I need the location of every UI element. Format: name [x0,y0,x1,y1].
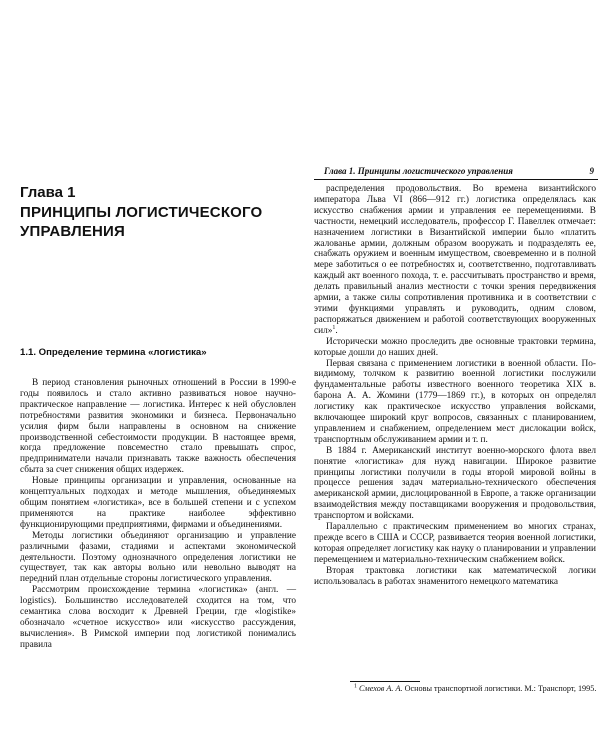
paragraph-text: распределения продовольствия. Во времена византийского императора Льва VI (866—912 гг.) логистика определялась как искусство снабжения армии и управления ее перемещениями. В частности, немецкий исследователь, профессор Г. Павеллек отмечает: назначением логистики в Византийской империи было «платить жалованье армии, должным образом вооружать и подразделять ее, снабжать оружием и военным имуществом, своевременно и в полной мере заботиться о ее потребностях и, соответственно, подготавливать каждый акт военного похода, т. е. рассчитывать пространство и время, делать правильный анализ местности с точки зрения передвижения армии, а также силы сопротивления противника и в соответствии с этими функциями управлять и руководить, одним словом, распоряжаться движением и работой соответствующих вооруженных сил» [314,184,596,336]
footnote-reference: 1 [332,324,336,331]
paragraph: Вторая трактовка логистики как математической логики использовалась в работах знаменитого немецкого математика [314,565,596,587]
footnote-divider [350,681,420,682]
paragraph: Методы логистики объединяют организацию и управление различными фазами, стадиями и аспектами экономической деятельности. Поэтому однозначного определения логистики не существует, так как авторы вольно или невольно выводят на передний план отдельные стороны логистического управления. [20,530,296,585]
chapter-title: ПРИНЦИПЫ ЛОГИСТИЧЕСКОГО УПРАВЛЕНИЯ [20,204,263,240]
paragraph: Параллельно с практическим применением во многих странах, прежде всего в США и СССР, развивается теория военной логистики, которая определяет логистику как науку о планировании и управлении перемещением и материально-техническим снабжением войск. [314,522,596,565]
page-number: 9 [589,166,594,176]
running-header-title: Глава 1. Принципы логистического управления [324,166,513,176]
section-title: 1.1. Определение термина «логистика» [20,347,207,358]
paragraph: Первая связана с применением логистики в военной области. По-видимому, толчком к развитию военной логистики послужили фундаментальные работы известного военного теоретика XIX в. барона А. А. Жомини (1779—1869 гг.), в которых он определял логистику как практическое искусство управления войсками, включающее широкий круг вопросов, связанных с планированием, управлением и снабжением, определением мест дислокации войск, транспортным обслуживанием армии и т. п. [314,358,596,445]
running-header [314,166,598,180]
paragraph: Новые принципы организации и управления, основанные на концептуальных подходах и методе мышления, объединяемых общим понятием «логистика», все в большей степени и с успехом применяются на практике наиболее эффективно функционирующими предприятиями, фирмами и объединениями. [20,476,296,530]
chapter-number: Глава 1 [20,184,76,201]
right-page [300,0,600,750]
paragraph: Исторически можно проследить две основные трактовки термина, которые дошли до наших дней. [314,336,596,358]
paragraph: В 1884 г. Американский институт военно-морского флота ввел понятие «логистика» для нужд навигации. Широкое развитие принципы логистики получили в годы второй мировой войны в процессе решения задач материально-технического обеспечения американской армии, дислоцированной в Европе, а также организации взаимодействия между поставщиками вооружения и продовольствия, транспортом и войсками. [314,445,596,522]
footnote-text: Основы транспортной логистики. М.: Транспорт, 1995. [404,684,597,693]
right-page-body [314,184,596,588]
footnote-author: Смехов А. А. [359,684,403,693]
paragraph: Рассмотрим происхождение термина «логистика» (англ. — logistics). Большинство исследователей сходится на том, что семантика слова восходит к Древней Греции, где «logistike» обозначало «счетное искусство» или «искусство рассуждения, вычисления». В Римской империи под логистикой понимались правила [20,585,296,650]
footnote [354,683,597,694]
left-page-body [20,378,296,651]
paragraph: В период становления рыночных отношений в России в 1990-е годы появилось и стало активно развиваться новое научно-практическое направление — логистика. Интерес к ней обусловлен потребностями развития экономики и бизнеса. Первоначально усилия фирм были направлены в основном на снижение производственной себестоимости продукции. В настоящее время, когда предложение повсеместно стало превышать спрос, предприниматели начали признавать также важность обеспечения сбыта за счет снижения общих издержек. [20,378,296,476]
footnote-marker: 1 [354,683,357,690]
paragraph: распределения продовольствия. Во времена византийского императора Льва VI (866—912 гг.) логистика определялась как искусство снабжения армии и управления ее перемещениями. В частности, немецкий исследователь, профессор Г. Павеллек отмечает: назначением логистики в Византийской империи было «платить жалованье армии, должным образом вооружать и подразделять ее, снабжать оружием и военным имуществом, своевременно и в полной мере заботиться о ее потребностях и, соответственно, подготавливать каждый акт военного похода, т. е. рассчитывать пространство и время, делать правильный анализ местности с точки зрения передвижения армии, а также силы сопротивления противника и в соответствии с этими функциями управлять и руководить, одним словом, распоряжаться движением и работой соответствующих вооруженных сил»$^1$. [314,184,596,336]
